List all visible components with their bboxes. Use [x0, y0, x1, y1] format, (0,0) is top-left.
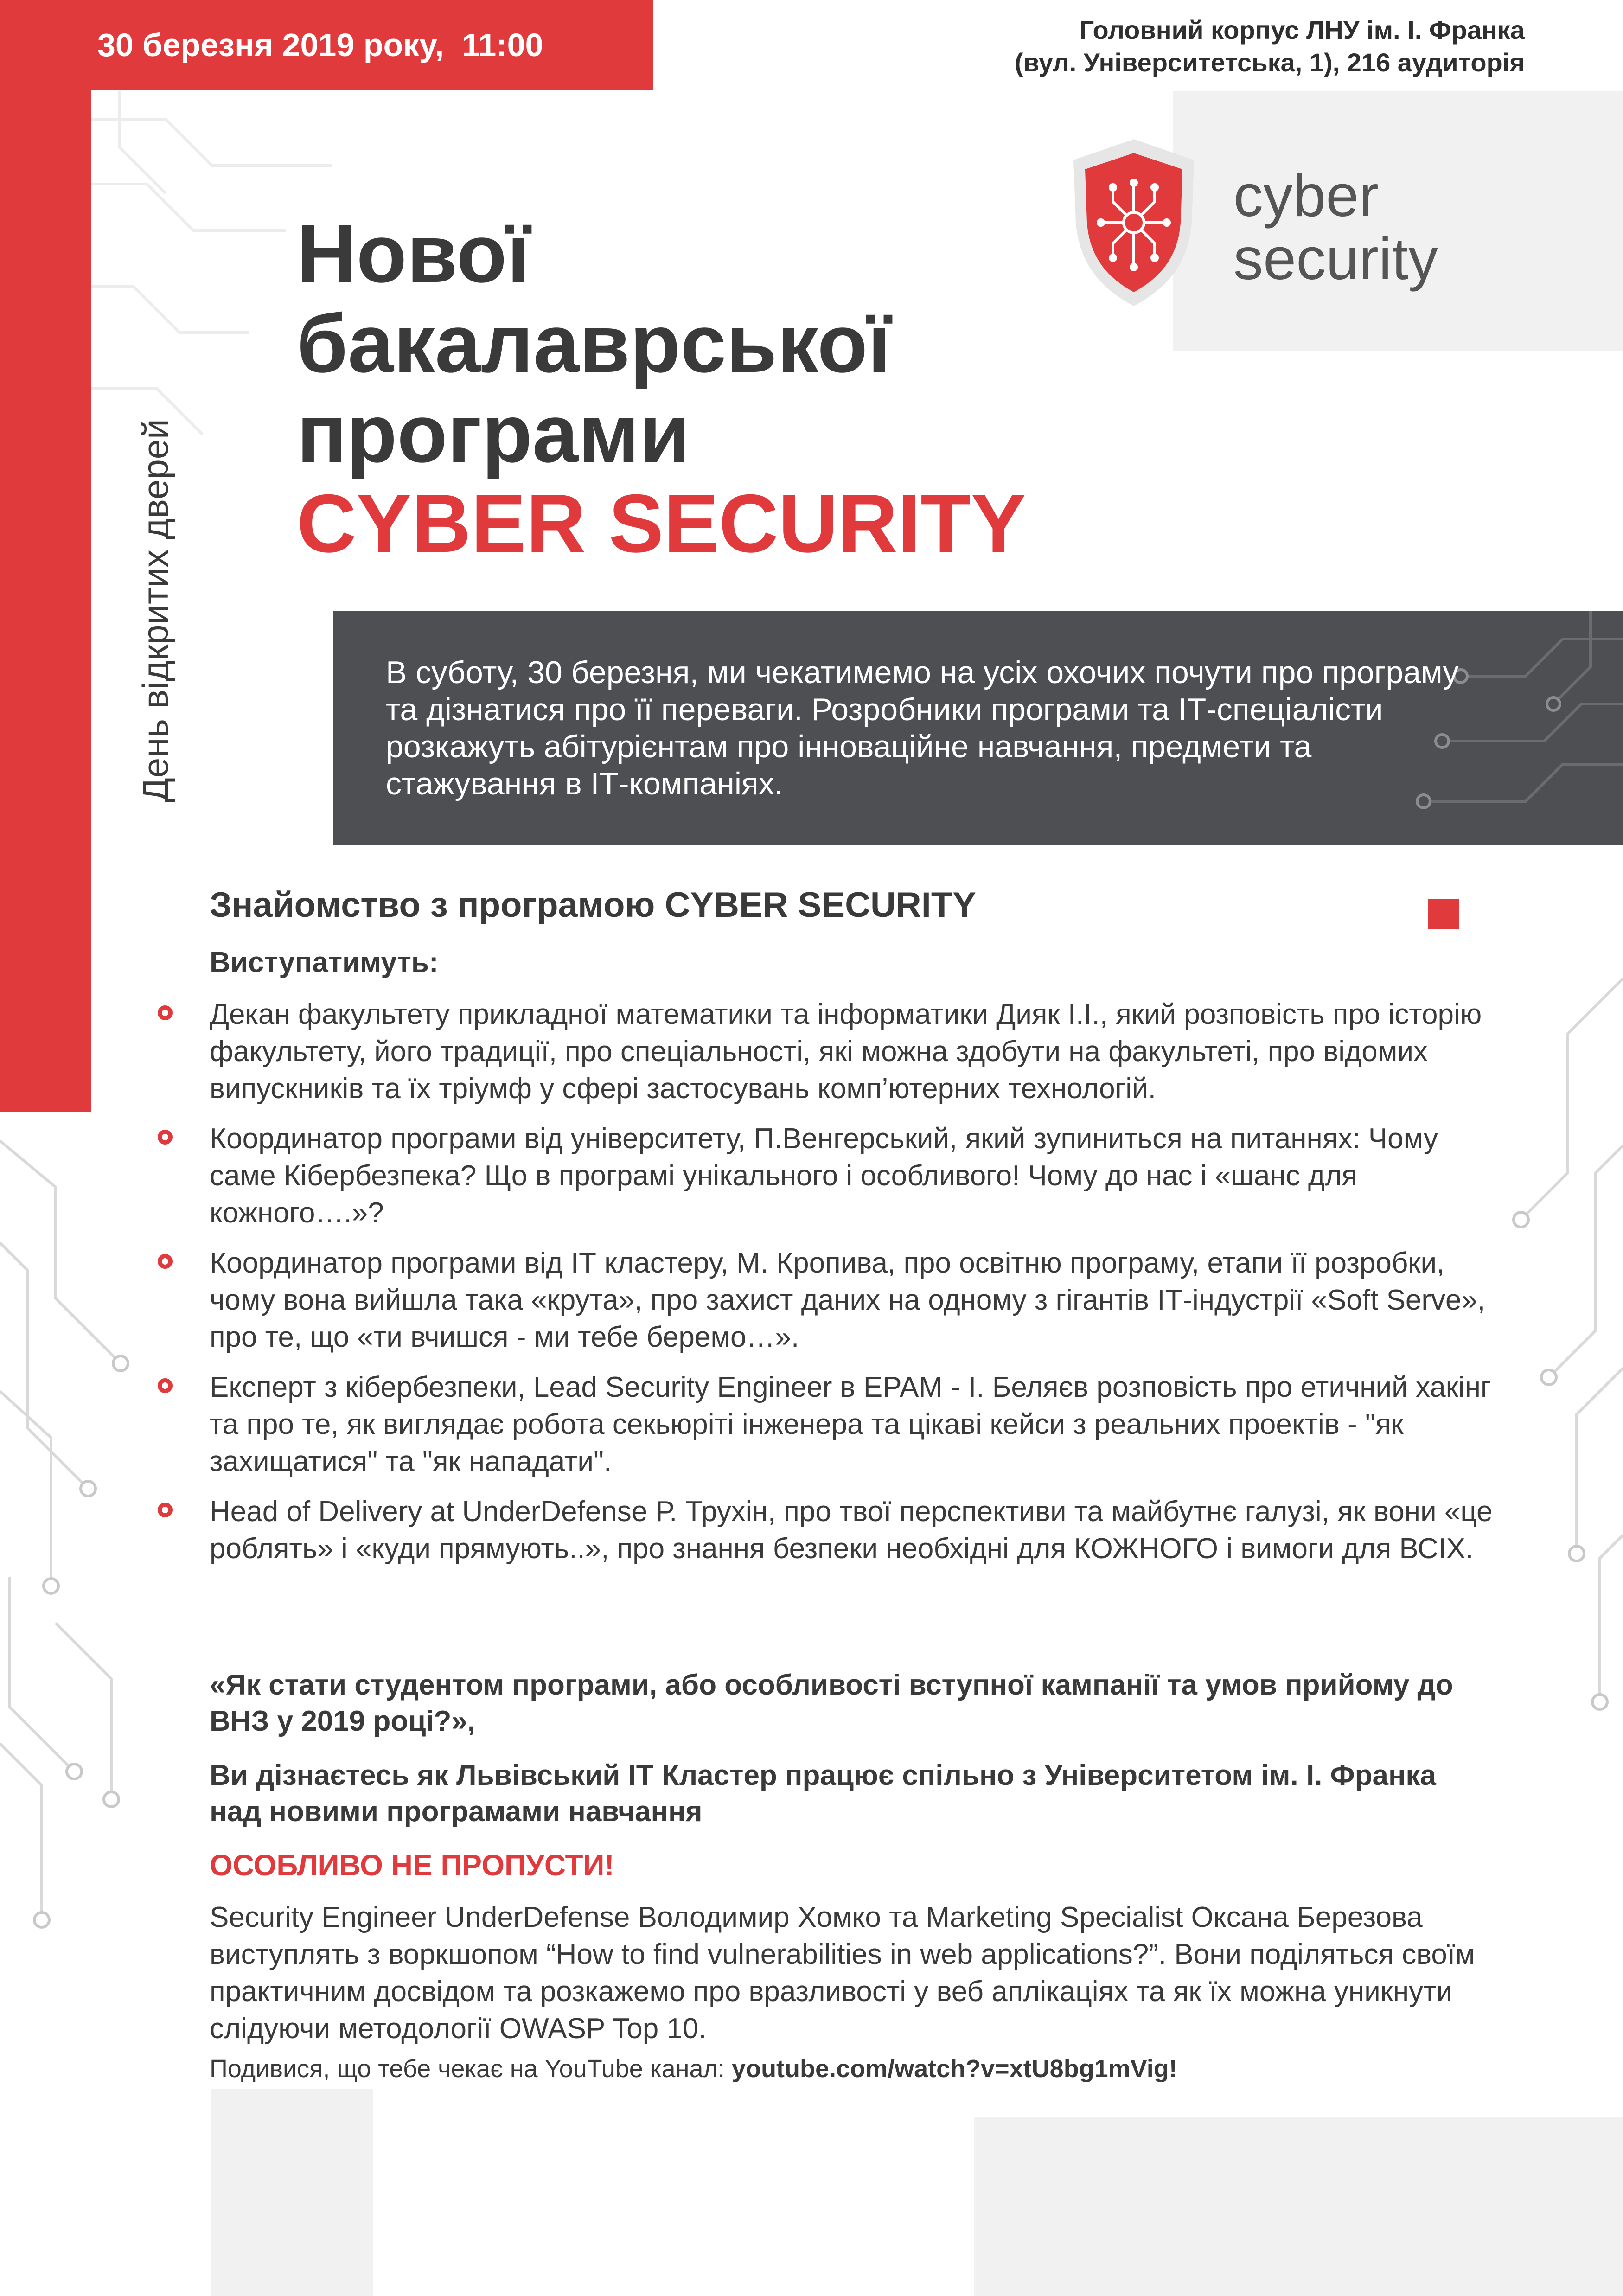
- speaker-text: Координатор програми від ІТ кластеру, М. Кропива, про освітню програму, етапи її розробки, чому вона вийшла така «крута», про захист даних на одному з гігантів ІТ-індустрії «Soft Serve», про те, що «ти вчишся - ми тебе беремо…».: [210, 1247, 1486, 1353]
- speakers-label: Виступатимуть:: [210, 947, 439, 979]
- shield-circuit-icon: [1067, 134, 1201, 311]
- bullet-icon: [158, 1254, 173, 1269]
- event-date-time: 30 березня 2019 року, 11:00: [97, 27, 543, 63]
- list-item: [158, 1245, 1512, 1356]
- cluster-note: Ви дізнаєтесь як Львівський ІТ Кластер працює спільно з Університетом ім. І. Франка над новими програмами навчання: [210, 1759, 1436, 1828]
- bullet-icon: [158, 1005, 173, 1020]
- speaker-text: Координатор програми від університету, П.Венгерський, який зупиниться на питаннях: Чому саме Кібербезпека? Що в програмі унікального і особливого! Чому до нас і «шанс для кожного….»?: [210, 1123, 1438, 1229]
- admission-question: «Як стати студентом програми, або особливості вступної кампанії та умов прийому до ВНЗ у 2019 році?»,: [210, 1669, 1453, 1737]
- youtube-line: [210, 2054, 1177, 2083]
- bullet-icon: [158, 1378, 173, 1393]
- open-day-label: День відкритих дверей: [134, 419, 176, 802]
- bullet-icon: [158, 1130, 173, 1145]
- section-title: Знайомство з програмою CYBER SECURITY: [210, 885, 976, 925]
- bullet-icon: [158, 1503, 173, 1517]
- headline-line-4: CYBER SECURITY: [297, 477, 1026, 569]
- background-block-bottom-left: [211, 2089, 373, 2296]
- red-side-bar: [0, 0, 91, 1112]
- venue-address-line1: Головний корпус ЛНУ ім. І. Франка: [1079, 15, 1525, 45]
- youtube-link[interactable]: youtube.com/watch?v=xtU8bg1mVig!: [732, 2055, 1177, 2083]
- headline-line-2: бакалаврської: [297, 297, 891, 390]
- list-item: [158, 1493, 1512, 1567]
- venue-address: [783, 14, 1525, 79]
- speaker-text: Head of Delivery at UnderDefense Р. Трухін, про твої перспективи та майбутнє галузі, як вони «це роблять» і «куди прямують..», про знання безпеки необхідні для КОЖНОГО і вимоги для ВСІХ.: [210, 1496, 1493, 1565]
- intro-text: В суботу, 30 березня, ми чекатимемо на усіх охочих почути про програму та дізнатися про її переваги. Розробники програми та ІТ-спеціалісти розкажуть абітурієнтам про інноваційне навчання, предмети та стажування в ІТ-компаніях.: [386, 655, 1459, 801]
- youtube-prefix: Подивися, що тебе чекає на YouTube канал:: [210, 2055, 732, 2083]
- dont-miss-heading: ОСОБЛИВО НЕ ПРОПУСТИ!: [210, 1848, 614, 1882]
- red-square-marker: [1428, 899, 1459, 929]
- headline-line-1: Нової: [297, 207, 530, 300]
- background-block-bottom-right: [974, 2117, 1623, 2296]
- headline-line-3: програми: [297, 387, 690, 480]
- workshop-description: Security Engineer UnderDefense Володимир Хомко та Marketing Specialist Оксана Березова виступлять з воркшопом “How to find vulnerabilities in web applications?”. Вони поділяться своїм практичним досвідом та розкажемо про вразливості у веб аплікаціях та як їх можна уникнути слідуючи методології OWASP Top 10.: [210, 1901, 1475, 2045]
- logo-word-security: security: [1233, 226, 1438, 292]
- speakers-list: [158, 996, 1512, 1580]
- venue-address-line2: (вул. Університетська, 1), 216 аудиторія: [1015, 48, 1525, 77]
- list-item: [158, 1120, 1512, 1232]
- circuit-pattern-left: [0, 1104, 153, 1976]
- speaker-text: Експерт з кібербезпеки, Lead Security Engineer в EPAM - І. Беляєв розповість про етичний хакінг та про те, як виглядає робота секьюріті інженера та цікаві кейси з реальних проектів - "як захищатися" та "як нападати".: [210, 1371, 1491, 1477]
- list-item: [158, 996, 1512, 1107]
- speaker-text: Декан факультету прикладної математики та інформатики Дияк І.І., який розповість про історію факультету, його традиції, про спеціальності, які можна здобути на факультеті, про відомих випускників та їх тріумф у сфері застосувань комп’ютерних технологій.: [210, 998, 1482, 1105]
- logo-wordmark: [1233, 165, 1438, 291]
- list-item: [158, 1369, 1512, 1480]
- logo-word-cyber: cyber: [1233, 163, 1379, 229]
